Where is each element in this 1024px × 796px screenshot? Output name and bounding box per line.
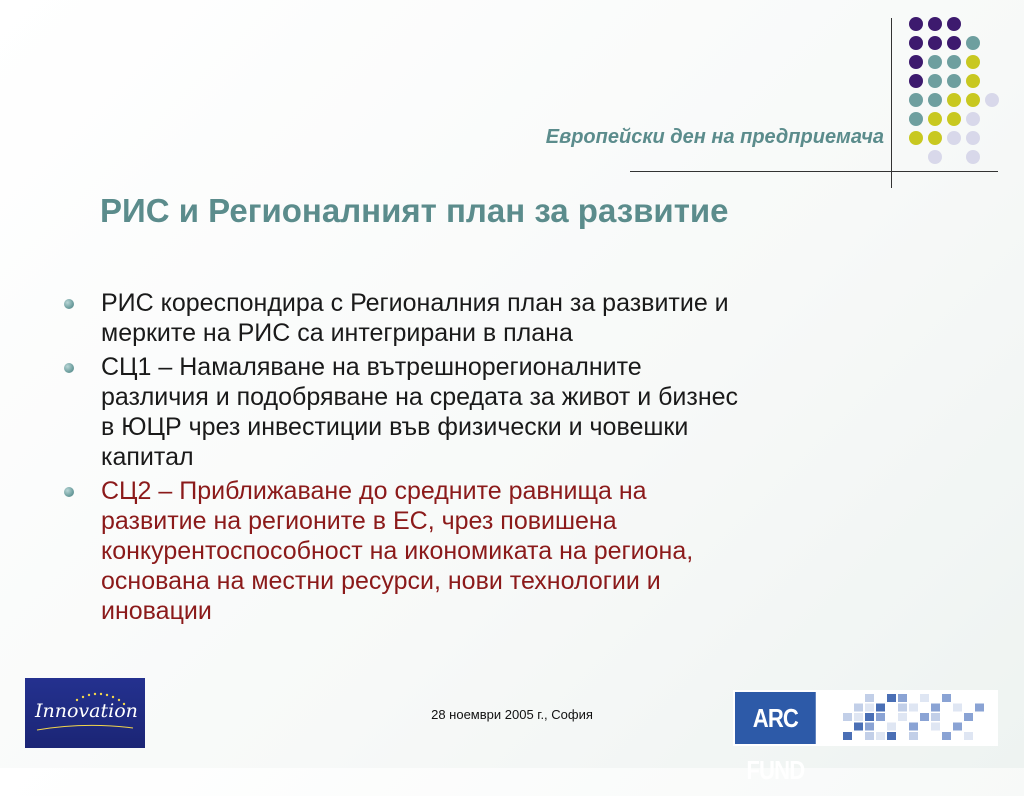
decorative-dot xyxy=(909,112,923,126)
pixel-square xyxy=(898,713,907,721)
pixel-square xyxy=(887,732,896,740)
pixel-square xyxy=(876,704,885,712)
decorative-dot xyxy=(947,74,961,88)
bullet-3-line-3: конкурентоспособност на икономиката на региона, xyxy=(101,537,694,565)
decorative-dot xyxy=(966,74,980,88)
bullet-2-line-4: капитал xyxy=(101,443,194,471)
decorative-dot xyxy=(909,55,923,69)
decorative-dot xyxy=(928,93,942,107)
decorative-dot xyxy=(985,93,999,107)
pixel-square xyxy=(887,694,896,702)
bullet-item-2 xyxy=(64,352,924,472)
pixel-square xyxy=(964,732,973,740)
innovation-logo-text: Innovation xyxy=(35,700,138,722)
pixel-square xyxy=(953,704,962,712)
arc-fund-logo xyxy=(733,690,998,785)
pixel-square xyxy=(898,694,907,702)
bullet-item-1 xyxy=(64,288,924,348)
header-title: Европейски ден на предприемача xyxy=(545,126,884,148)
vertical-divider xyxy=(891,18,892,188)
decorative-dot xyxy=(928,150,942,164)
bullet-3-line-4: основана на местни ресурси, нови технологии и xyxy=(101,567,661,595)
decorative-dot xyxy=(966,131,980,145)
bullet-icon xyxy=(64,487,74,497)
decorative-dot xyxy=(928,131,942,145)
decorative-dot xyxy=(947,17,961,31)
decorative-dot xyxy=(928,55,942,69)
bullet-3-line-1: СЦ2 – Приближаване до средните равнища на xyxy=(101,477,647,505)
decorative-dot xyxy=(909,93,923,107)
pixel-square xyxy=(931,723,940,731)
decorative-dot xyxy=(966,36,980,50)
pixel-square xyxy=(920,713,929,721)
pixel-square xyxy=(876,732,885,740)
decorative-dot xyxy=(947,36,961,50)
pixel-square xyxy=(854,713,863,721)
bullet-3-line-2: развитие на регионите в ЕС, чрез повишена xyxy=(101,507,617,535)
footer-date: 28 ноември 2005 г., София xyxy=(431,707,593,722)
decorative-dot xyxy=(928,17,942,31)
decorative-dot xyxy=(966,93,980,107)
pixel-square xyxy=(865,704,874,712)
bullet-2-line-1: СЦ1 – Намаляване на вътрешнорегионалните xyxy=(101,353,642,381)
decorative-dot xyxy=(966,112,980,126)
pixel-square xyxy=(931,713,940,721)
bullet-3-line-5: иновации xyxy=(101,597,212,625)
pixel-square xyxy=(876,713,885,721)
pixel-square xyxy=(909,704,918,712)
horizontal-divider xyxy=(630,171,998,172)
arc-fund-logo-text: ARC FUND xyxy=(735,692,816,744)
decorative-dot xyxy=(928,112,942,126)
decorative-dot xyxy=(947,131,961,145)
decorative-dot xyxy=(947,93,961,107)
decorative-dot-grid xyxy=(900,8,1020,168)
pixel-square xyxy=(964,713,973,721)
decorative-dot xyxy=(928,74,942,88)
pixel-square xyxy=(843,713,852,721)
bullet-item-3 xyxy=(64,476,924,626)
bullet-1-line-1: РИС кореспондира с Регионалния план за развитие и xyxy=(101,289,729,317)
decorative-dot xyxy=(909,36,923,50)
pixel-square xyxy=(865,713,874,721)
pixel-square xyxy=(865,723,874,731)
pixel-square xyxy=(854,704,863,712)
pixel-square xyxy=(909,732,918,740)
pixel-square xyxy=(887,723,896,731)
decorative-dot xyxy=(909,17,923,31)
pixel-square xyxy=(854,723,863,731)
bullet-2-line-3: в ЮЦР чрез инвестиции във физически и човешки xyxy=(101,413,689,441)
decorative-dot xyxy=(928,36,942,50)
pixel-square xyxy=(931,704,940,712)
bullet-list xyxy=(64,288,924,630)
pixel-square xyxy=(865,732,874,740)
bullet-2-line-2: различия и подобряване на средата за живот и бизнес xyxy=(101,383,739,411)
decorative-dot xyxy=(966,55,980,69)
slide-title: РИС и Регионалният план за развитие xyxy=(100,192,729,229)
pixel-square xyxy=(975,704,984,712)
pixel-square xyxy=(920,694,929,702)
bullet-1-line-2: мерките на РИС са интегрирани в плана xyxy=(101,319,573,347)
pixel-square xyxy=(898,704,907,712)
pixel-square xyxy=(843,732,852,740)
decorative-dot xyxy=(966,150,980,164)
decorative-dot xyxy=(909,131,923,145)
pixel-square xyxy=(942,732,951,740)
decorative-dot xyxy=(947,112,961,126)
bullet-icon xyxy=(64,363,74,373)
pixel-square xyxy=(865,694,874,702)
pixel-squares-icon xyxy=(843,694,993,742)
bullet-icon xyxy=(64,299,74,309)
pixel-square xyxy=(909,723,918,731)
decorative-dot xyxy=(947,55,961,69)
decorative-dot xyxy=(909,74,923,88)
pixel-square xyxy=(953,723,962,731)
pixel-square xyxy=(942,694,951,702)
